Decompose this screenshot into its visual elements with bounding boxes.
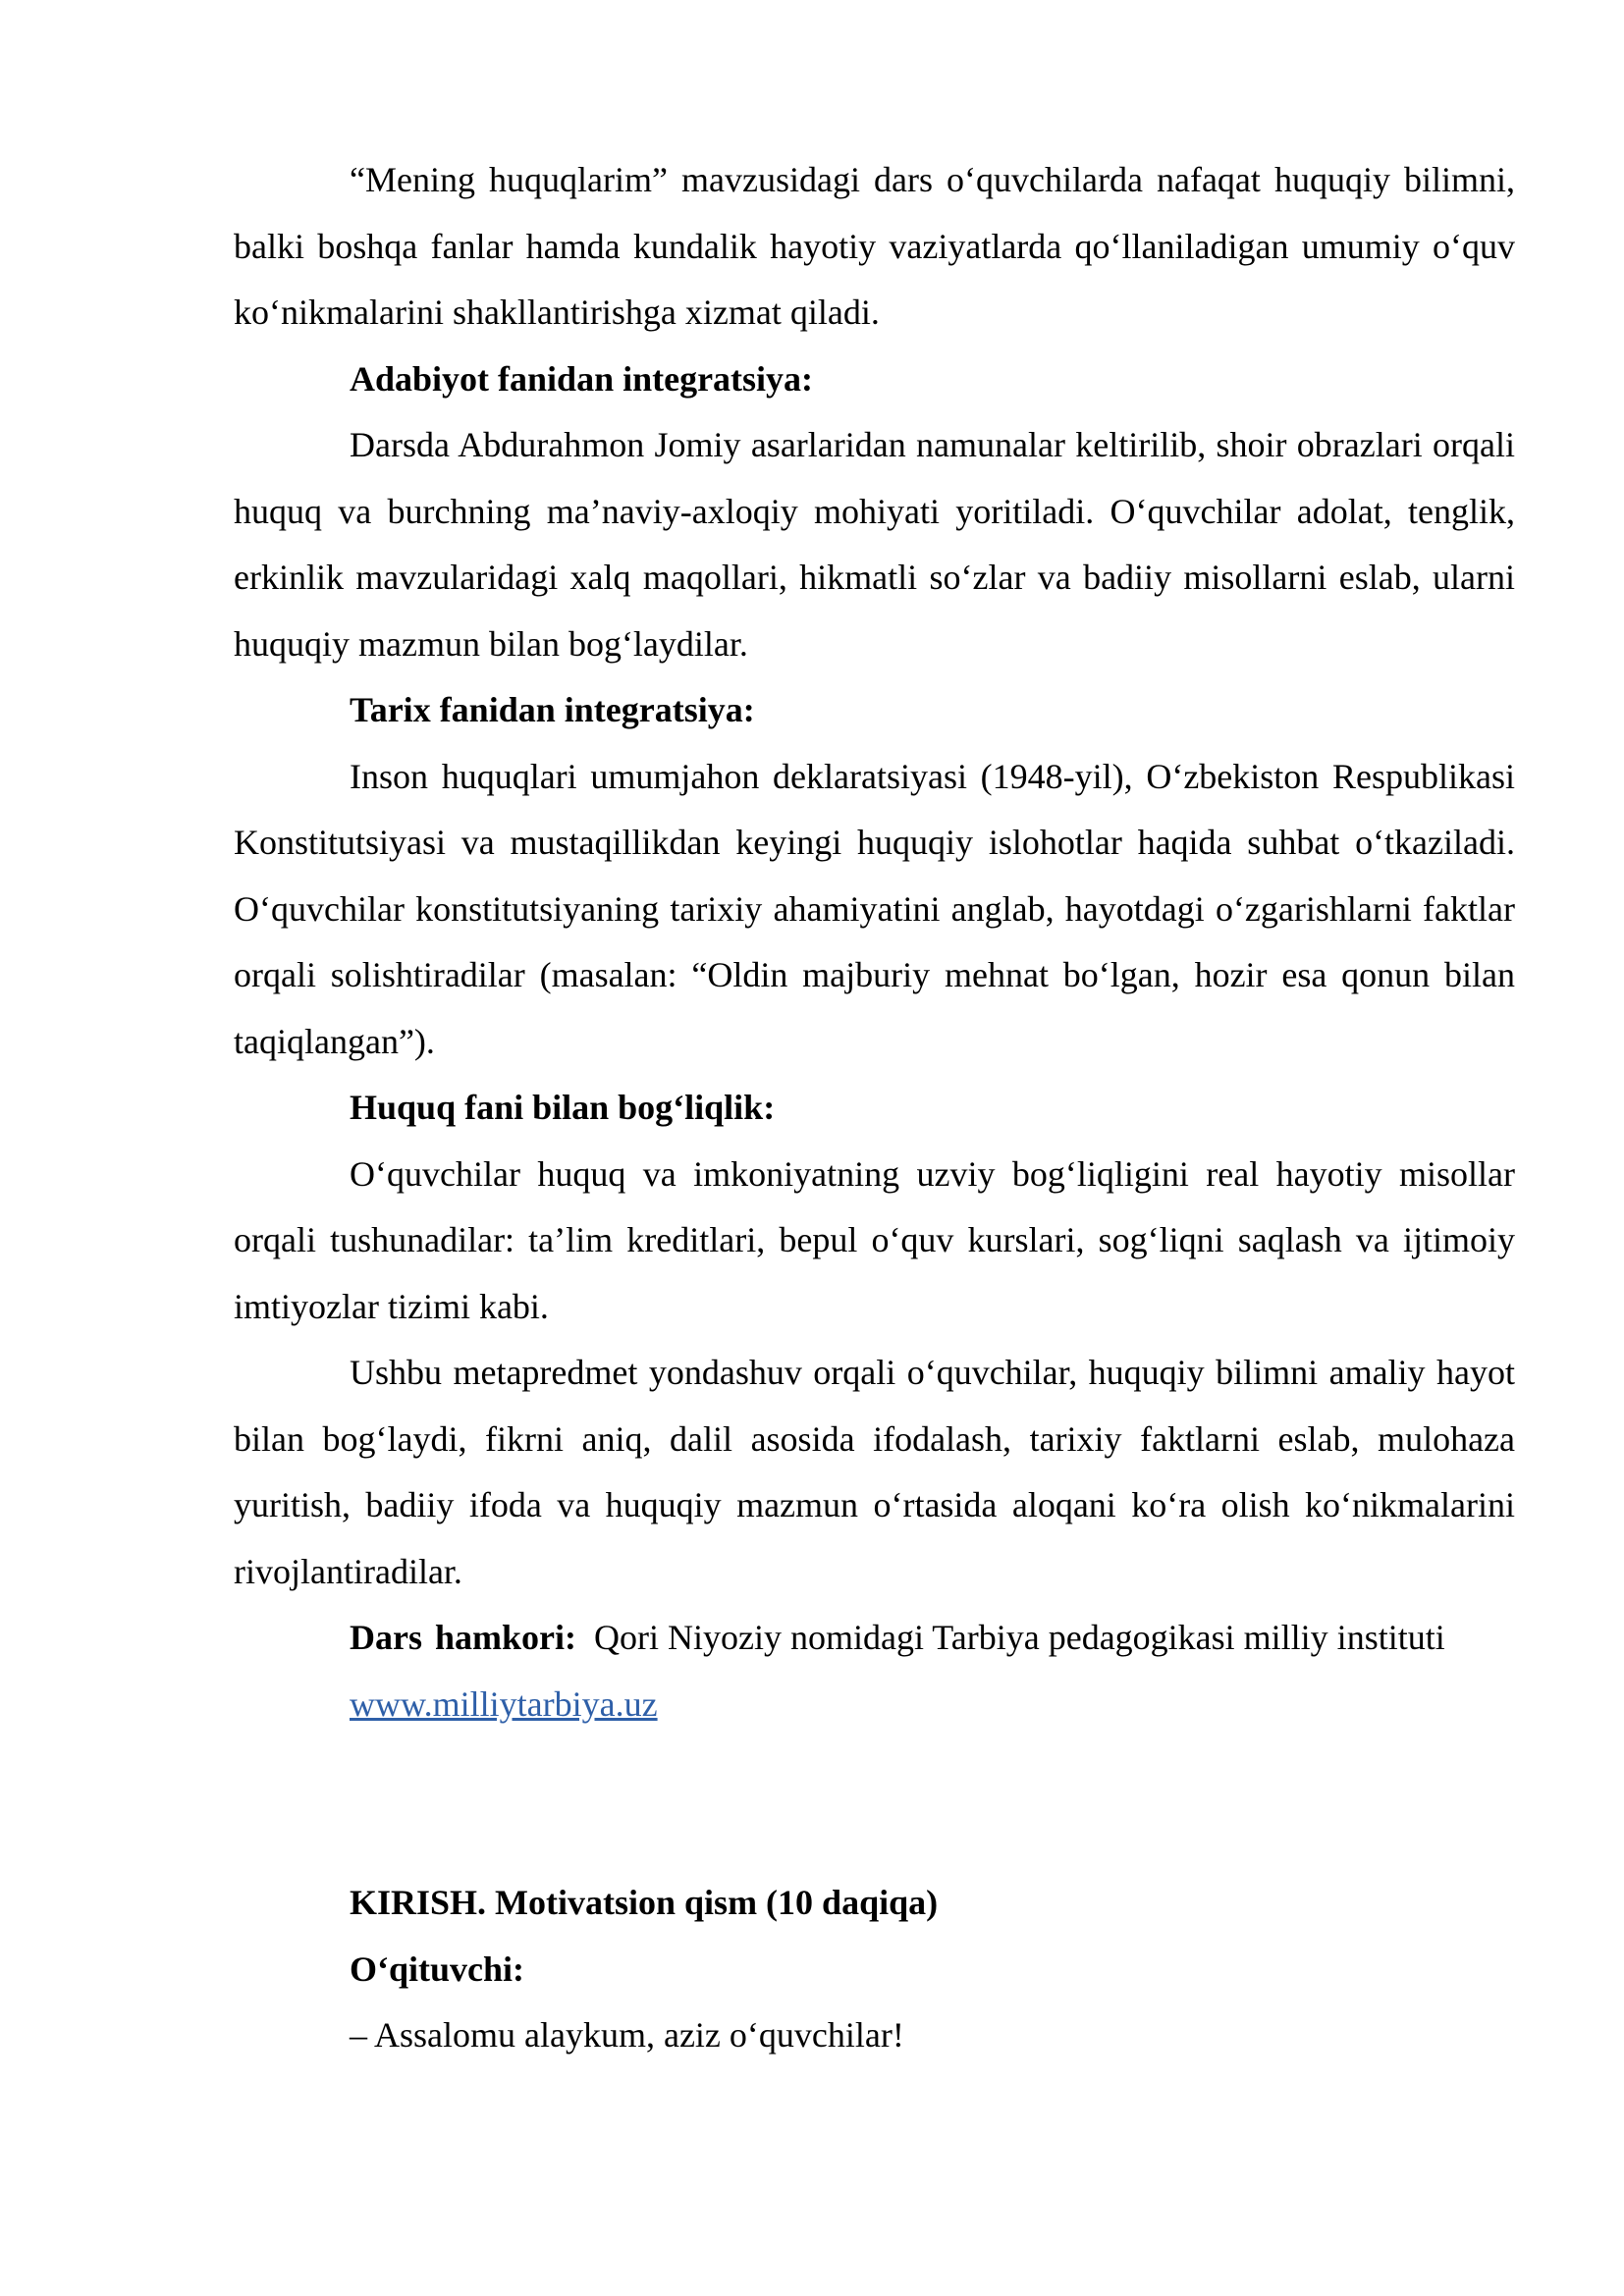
intro-paragraph: “Mening huquqlarim” mavzusidagi dars o‘quvchilarda nafaqat huquqiy bilimni, balki boshqa fanlar hamda kundalik hayotiy vaziyatlarda qo‘llaniladigan umumiy o‘quv ko‘nikmalarini shakllantirishga xizmat qiladi. (234, 160, 1515, 332)
literature-heading: Adabiyot fanidan integratsiya: (350, 358, 814, 399)
history-paragraph: Inson huquqlari umumjahon deklaratsiyasi (1948-yil), O‘zbekiston Respublikasi Konstitutsiyasi va mustaqillikdan keyingi huquqiy islohotlar haqida suhbat o‘tkaziladi. O‘quvchilar konstitutsiyaning tarixiy ahamiyatini anglab, hayotdagi o‘zgarishlarni faktlar orqali solishtiradilar (masalan: “Oldin majburiy mehnat bo‘lgan, hozir esa qonun bilan taqiqlangan”). (234, 756, 1515, 1061)
law-heading: Huquq fani bilan bog‘liqlik: (350, 1088, 776, 1127)
summary-paragraph: Ushbu metapredmet yondashuv orqali o‘quvchilar, huquqiy bilimni amaliy hayot bilan bog‘laydi, fikrni aniq, dalil asosida ifodalash, tarixiy faktlarni eslab, mulohaza yuritish, badiiy ifoda va huquqiy mazmun o‘rtasida aloqani ko‘ra olish ko‘nikmalarini rivojlantiradilar. (234, 1353, 1515, 1591)
partner-text: Qori Niyoziy nomidagi Tarbiya pedagogikasi milliy instituti (594, 1618, 1445, 1657)
greeting-line: – Assalomu alaykum, aziz o‘quvchilar! (350, 2015, 904, 2055)
document-body (234, 147, 1515, 2069)
partner-label: Dars hamkori: (350, 1618, 576, 1657)
teacher-label: O‘qituvchi: (350, 1949, 525, 1989)
law-paragraph: O‘quvchilar huquq va imkoniyatning uzviy bog‘liqligini real hayotiy misollar orqali tushunadilar: ta’lim kreditlari, bepul o‘quv kurslari, sog‘liqni saqlash va ijtimoiy imtiyozlar tizimi kabi. (234, 1153, 1515, 1326)
partner-link-line (234, 1672, 1515, 1738)
partner-paragraph (234, 1605, 1515, 1672)
history-heading: Tarix fanidan integratsiya: (350, 690, 755, 729)
kirish-heading: KIRISH. Motivatsion qism (10 daqiqa) (350, 1883, 939, 1922)
literature-paragraph: Darsda Abdurahmon Jomiy asarlaridan namunalar keltirilib, shoir obrazlari orqali huquq va burchning ma’naviy-axloqiy mohiyati yoritiladi. O‘quvchilar adolat, tenglik, erkinlik mavzularidagi xalq maqollari, hikmatli so‘zlar va badiiy misollarni eslab, ularni huquqiy mazmun bilan bog‘laydilar. (234, 425, 1515, 664)
section-spacer (234, 1737, 1515, 1870)
partner-website-link[interactable]: www.milliytarbiya.uz (350, 1683, 658, 1724)
